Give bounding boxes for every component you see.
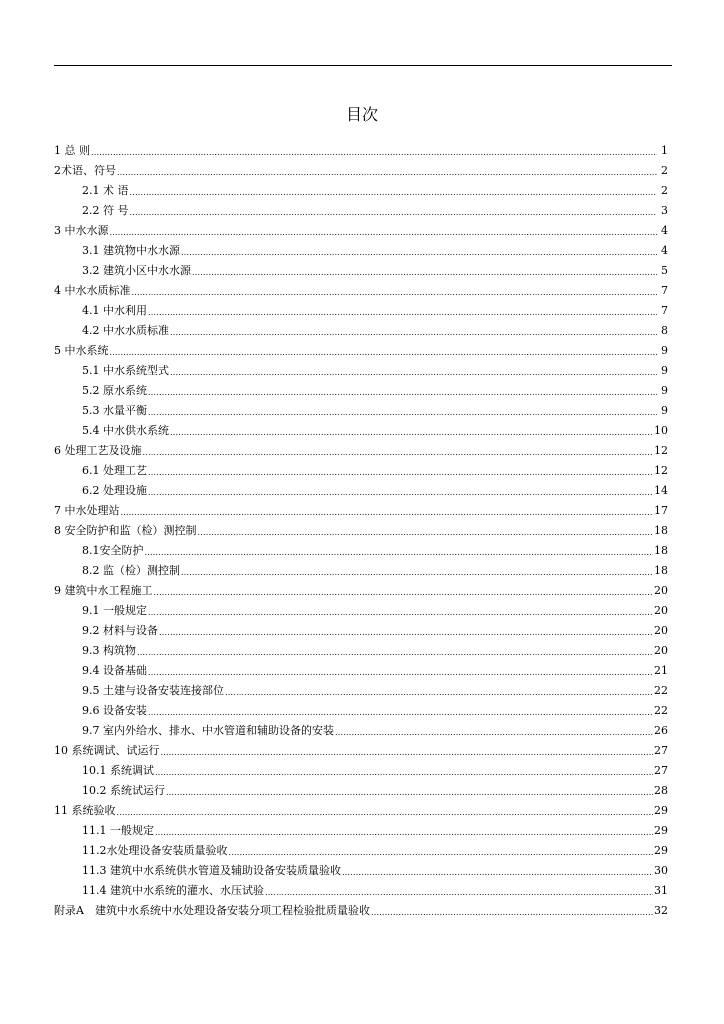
- toc-dot-leader: [170, 368, 657, 378]
- toc-dot-leader: [265, 888, 653, 898]
- toc-entry-label: 8.2 监（检）测控制: [82, 564, 180, 577]
- toc-entry[interactable]: [54, 738, 668, 758]
- toc-page-number: 27: [654, 764, 668, 777]
- toc-page-number: 22: [654, 704, 668, 717]
- toc-dot-leader: [154, 588, 654, 598]
- toc-entry-label: 7 中水处理站: [54, 504, 120, 517]
- toc-dot-leader: [117, 808, 654, 818]
- toc-entry[interactable]: [54, 138, 668, 158]
- toc-dot-leader: [229, 848, 654, 858]
- toc-entry-label: 9.5 土建与设备安装连接部位: [82, 684, 224, 697]
- toc-entry-label: 9.2 材料与设备: [82, 624, 158, 637]
- toc-entry-label: 9.3 构筑物: [82, 644, 136, 657]
- toc-dot-leader: [161, 748, 654, 758]
- toc-entry-label: 9.4 设备基础: [82, 664, 147, 677]
- toc-page-number: 4: [661, 224, 668, 237]
- toc-page-number: 29: [654, 844, 668, 857]
- toc-dot-leader: [371, 908, 653, 918]
- toc-entry-label: 5.4 中水供水系统: [82, 424, 169, 437]
- toc-dot-leader: [148, 468, 653, 478]
- toc-entry-label: 1 总 则: [54, 144, 90, 157]
- toc-entry-label: 5.3 水量平衡: [82, 404, 147, 417]
- toc-page-number: 18: [654, 524, 668, 537]
- toc-page-number: 8: [661, 324, 668, 337]
- toc-page-number: 20: [654, 584, 668, 597]
- toc-entry[interactable]: [54, 858, 668, 878]
- toc-entry-label: 11.2水处理设备安装质量验收: [82, 844, 228, 857]
- toc-dot-leader: [137, 648, 653, 658]
- toc-page-number: 12: [654, 464, 668, 477]
- toc-page-number: 9: [661, 364, 668, 377]
- toc-entry-label: 5 中水系统: [54, 344, 109, 357]
- toc-page-number: 5: [661, 264, 668, 277]
- toc-entry[interactable]: [54, 878, 668, 898]
- toc-dot-leader: [148, 668, 653, 678]
- toc-entry[interactable]: [54, 418, 668, 438]
- toc-entry[interactable]: [54, 698, 668, 718]
- toc-entry-label: 2.2 符 号: [82, 204, 129, 217]
- toc-page-number: 9: [661, 404, 668, 417]
- toc-page-number: 1: [661, 144, 668, 157]
- toc-page-number: 7: [661, 284, 668, 297]
- toc-page-number: 9: [661, 344, 668, 357]
- toc-dot-leader: [121, 508, 654, 518]
- toc-entry[interactable]: [54, 478, 668, 498]
- toc-page-number: 20: [654, 644, 668, 657]
- page-title: 目次: [345, 105, 378, 124]
- toc-entry-label: 11.4 建筑中水系统的灌水、水压试验: [82, 884, 264, 897]
- toc-entry[interactable]: [54, 338, 668, 358]
- toc-dot-leader: [170, 428, 653, 438]
- toc-entry-label: 6.2 处理设施: [82, 484, 147, 497]
- toc-dot-leader: [225, 688, 653, 698]
- toc-entry[interactable]: [54, 178, 668, 198]
- toc-dot-leader: [117, 168, 657, 178]
- toc-entry[interactable]: [54, 318, 668, 338]
- toc-entry[interactable]: [54, 838, 668, 858]
- toc-entry[interactable]: [54, 538, 668, 558]
- toc-entry-label: 9.7 室内外给水、排水、中水管道和辅助设备的安装: [82, 724, 334, 737]
- toc-entry[interactable]: [54, 378, 668, 398]
- toc-entry-label: 11.1 一般规定: [82, 824, 154, 837]
- toc-entry-label: 3 中水水源: [54, 224, 109, 237]
- toc-dot-leader: [155, 768, 653, 778]
- toc-entry-label: 8.1安全防护: [82, 544, 144, 557]
- toc-entry[interactable]: [54, 678, 668, 698]
- toc-entry-label: 8 安全防护和监（检）测控制: [54, 524, 197, 537]
- toc-page-number: 30: [654, 864, 668, 877]
- toc-entry[interactable]: [54, 758, 668, 778]
- toc-page-number: 18: [654, 544, 668, 557]
- toc-entry-label: 2.1 术 语: [82, 184, 129, 197]
- toc-entry-label: 9.1 一般规定: [82, 604, 147, 617]
- toc-dot-leader: [159, 628, 653, 638]
- toc-page-number: 27: [654, 744, 668, 757]
- toc-entry[interactable]: [54, 438, 668, 458]
- toc-page-number: 18: [654, 564, 668, 577]
- toc-entry[interactable]: [54, 778, 668, 798]
- toc-entry-label: 6.1 处理工艺: [82, 464, 147, 477]
- toc-dot-leader: [110, 348, 658, 358]
- toc-dot-leader: [148, 408, 657, 418]
- toc-entry-label: 10.1 系统调试: [82, 764, 154, 777]
- toc-entry-label: 10.2 系统试运行: [82, 784, 165, 797]
- toc-entry[interactable]: [54, 598, 668, 618]
- toc-dot-leader: [130, 208, 658, 218]
- toc-entry-label: 附录A 建筑中水系统中水处理设备安装分项工程检验批质量验收: [54, 904, 370, 917]
- toc-dot-leader: [170, 328, 657, 338]
- toc-entry[interactable]: [54, 898, 668, 918]
- toc-entry-label: 4.2 中水水质标准: [82, 324, 169, 337]
- toc-dot-leader: [148, 488, 653, 498]
- toc-dot-leader: [181, 568, 653, 578]
- toc-dot-leader: [148, 708, 653, 718]
- toc-entry[interactable]: [54, 718, 668, 738]
- toc-page-number: 20: [654, 604, 668, 617]
- toc-entry-label: 5.1 中水系统型式: [82, 364, 169, 377]
- toc-entry-label: 5.2 原水系统: [82, 384, 147, 397]
- toc-dot-leader: [143, 448, 654, 458]
- toc-page-number: 21: [654, 664, 668, 677]
- toc-page-number: 29: [654, 824, 668, 837]
- toc-dot-leader: [148, 308, 657, 318]
- toc-entry[interactable]: [54, 198, 668, 218]
- toc-dot-leader: [91, 148, 657, 158]
- toc-entry[interactable]: [54, 358, 668, 378]
- toc-entry-label: 4 中水水质标准: [54, 284, 131, 297]
- toc-entry-label: 10 系统调试、试运行: [54, 744, 160, 757]
- toc-page-number: 17: [654, 504, 668, 517]
- toc-entry[interactable]: [54, 398, 668, 418]
- toc-page-number: 32: [654, 904, 668, 917]
- table-of-contents: [54, 138, 668, 918]
- toc-entry-label: 9.6 设备安装: [82, 704, 147, 717]
- toc-page-number: 20: [654, 624, 668, 637]
- toc-dot-leader: [145, 548, 654, 558]
- toc-dot-leader: [192, 268, 657, 278]
- toc-dot-leader: [155, 828, 653, 838]
- toc-page-number: 28: [654, 784, 668, 797]
- toc-entry[interactable]: [54, 458, 668, 478]
- toc-entry[interactable]: [54, 638, 668, 658]
- toc-page-number: 31: [654, 884, 668, 897]
- toc-entry-label: 2术语、符号: [54, 164, 116, 177]
- toc-page-number: 12: [654, 444, 668, 457]
- toc-entry[interactable]: [54, 518, 668, 538]
- toc-entry[interactable]: [54, 618, 668, 638]
- toc-page-number: 4: [661, 244, 668, 257]
- toc-entry[interactable]: [54, 238, 668, 258]
- toc-page-number: 26: [654, 724, 668, 737]
- toc-entry-label: 4.1 中水利用: [82, 304, 147, 317]
- toc-entry-label: 3.2 建筑小区中水水源: [82, 264, 191, 277]
- toc-entry-label: 6 处理工艺及设施: [54, 444, 142, 457]
- toc-page-number: 9: [661, 384, 668, 397]
- toc-page-number: 10: [654, 424, 668, 437]
- toc-entry[interactable]: [54, 818, 668, 838]
- toc-entry[interactable]: [54, 658, 668, 678]
- toc-dot-leader: [110, 228, 658, 238]
- toc-dot-leader: [181, 248, 657, 258]
- toc-entry[interactable]: [54, 498, 668, 518]
- toc-dot-leader: [130, 188, 658, 198]
- toc-entry[interactable]: [54, 578, 668, 598]
- toc-entry-label: 11 系统验收: [54, 804, 116, 817]
- toc-page-number: 7: [661, 304, 668, 317]
- toc-entry-label: 3.1 建筑物中水水源: [82, 244, 180, 257]
- toc-page-number: 14: [654, 484, 668, 497]
- toc-entry-label: 9 建筑中水工程施工: [54, 584, 153, 597]
- toc-page-number: 29: [654, 804, 668, 817]
- toc-dot-leader: [342, 868, 653, 878]
- toc-entry[interactable]: [54, 158, 668, 178]
- toc-page-number: 2: [661, 164, 668, 177]
- toc-entry[interactable]: [54, 798, 668, 818]
- toc-dot-leader: [198, 528, 654, 538]
- toc-entry[interactable]: [54, 298, 668, 318]
- toc-entry[interactable]: [54, 558, 668, 578]
- toc-page-number: 2: [661, 184, 668, 197]
- toc-dot-leader: [148, 608, 653, 618]
- header-rule: [54, 65, 672, 66]
- toc-entry[interactable]: [54, 278, 668, 298]
- toc-entry[interactable]: [54, 258, 668, 278]
- toc-dot-leader: [166, 788, 653, 798]
- toc-dot-leader: [148, 388, 657, 398]
- toc-dot-leader: [132, 288, 658, 298]
- toc-entry[interactable]: [54, 218, 668, 238]
- toc-page-number: 3: [661, 204, 668, 217]
- toc-page-number: 22: [654, 684, 668, 697]
- toc-entry-label: 11.3 建筑中水系统供水管道及辅助设备安装质量验收: [82, 864, 341, 877]
- toc-dot-leader: [335, 728, 653, 738]
